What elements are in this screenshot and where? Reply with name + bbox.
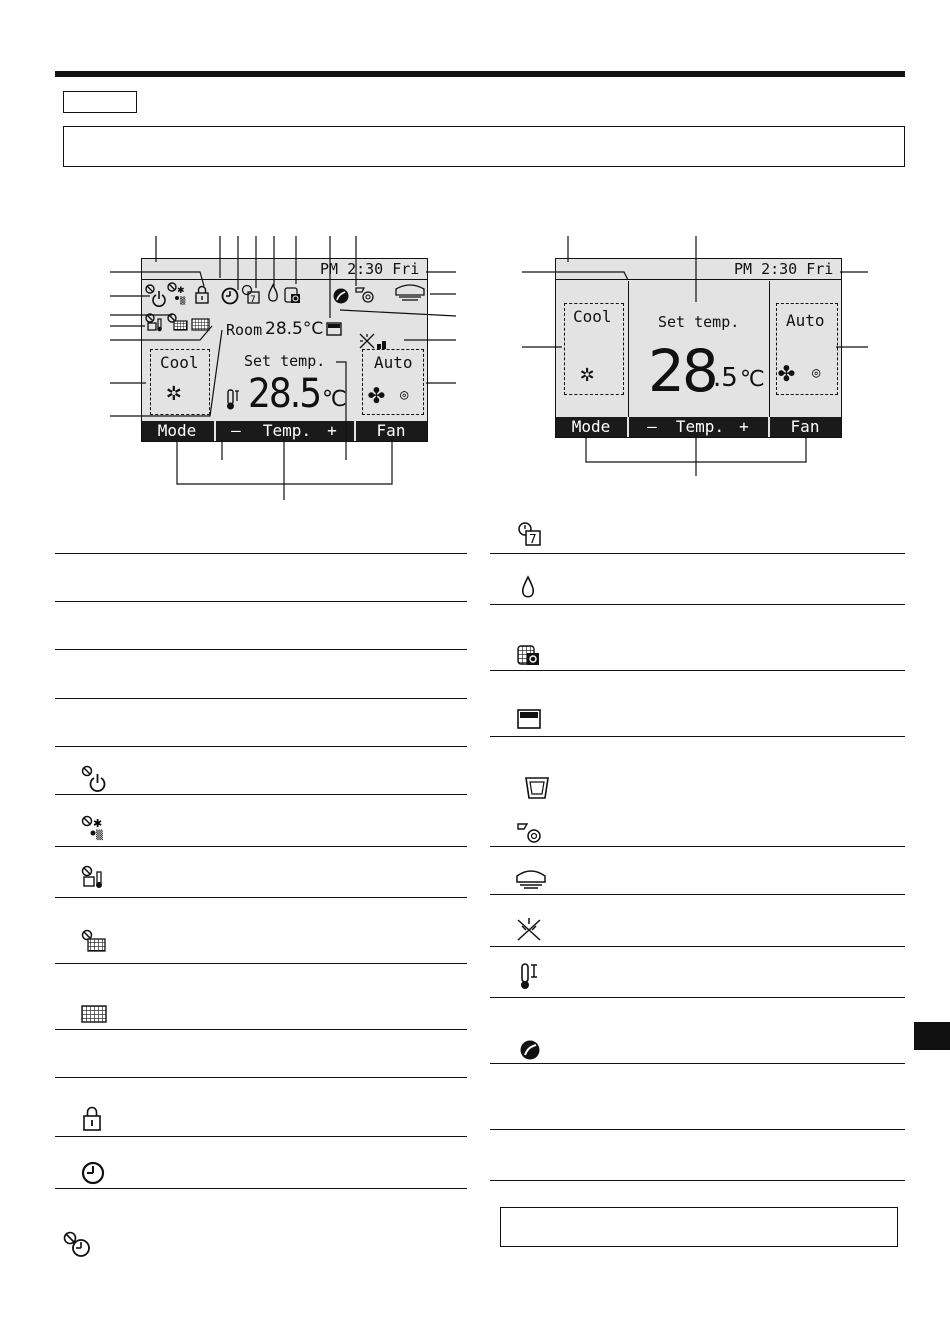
- mode-value-basic: Cool: [573, 307, 612, 326]
- svg-text:▒: ▒: [96, 831, 103, 841]
- set-temp-unit: ℃: [322, 387, 347, 412]
- fan-icon-basic: ✤: [778, 355, 795, 388]
- set-temp-label: Set temp.: [244, 352, 326, 370]
- mode-value: Cool: [160, 353, 199, 372]
- defrost-icon: [523, 577, 534, 597]
- louver-icon: [518, 824, 540, 842]
- temp-plus-softkey-basic[interactable]: +: [739, 417, 749, 436]
- temp-plus-softkey[interactable]: +: [327, 421, 337, 440]
- sensor-icon: [521, 964, 537, 989]
- fan-icon: ✤: [368, 377, 385, 410]
- temp-softkey-basic[interactable]: Temp.: [675, 417, 725, 436]
- room-temp: 28.5°C: [265, 319, 324, 339]
- cool-snow-icon: ✲: [166, 377, 182, 407]
- auto-vane-icon: [518, 646, 539, 665]
- ceiling-fan-icon: [517, 871, 545, 888]
- set-temp-label-basic: Set temp.: [658, 313, 740, 331]
- fan-auto-icon-basic: ◎: [812, 365, 821, 381]
- svg-text:✱: ✱: [177, 286, 185, 296]
- svg-text:▒: ▒: [180, 297, 186, 305]
- fan-softkey[interactable]: Fan: [376, 421, 406, 440]
- rectangle-icon: [518, 710, 540, 728]
- fan-value: Auto: [374, 353, 413, 372]
- temp-minus-softkey-basic[interactable]: —: [647, 417, 657, 436]
- set-temp-value: 28.5: [248, 371, 321, 417]
- mode-softkey[interactable]: Mode: [157, 421, 197, 440]
- svg-text:✱: ✱: [93, 817, 103, 830]
- room-label: Room: [226, 321, 263, 339]
- ventilation-icon: [518, 918, 540, 940]
- clock-text-basic: PM 2:30 Fri: [734, 260, 834, 278]
- weekly-timer-icon: [519, 523, 540, 546]
- energy-save-icon: [521, 1041, 540, 1060]
- mode-softkey-basic[interactable]: Mode: [571, 417, 611, 436]
- fan-auto-icon: ◎: [400, 387, 409, 403]
- set-temp-dec-basic: .5: [713, 363, 738, 393]
- temp-minus-softkey[interactable]: —: [231, 421, 241, 440]
- set-temp-unit-basic: ℃: [740, 367, 765, 392]
- vane-icon: [526, 778, 548, 798]
- fan-value-basic: Auto: [786, 311, 825, 330]
- clock-text: PM 2:30 Fri: [320, 260, 420, 278]
- svg-text:7: 7: [250, 295, 256, 305]
- svg-text:7: 7: [529, 532, 537, 546]
- temp-softkey[interactable]: Temp.: [262, 421, 312, 440]
- set-temp-int-basic: 28: [648, 337, 716, 405]
- fan-softkey-basic[interactable]: Fan: [790, 417, 820, 436]
- cool-snow-icon-basic: ✲: [580, 359, 595, 387]
